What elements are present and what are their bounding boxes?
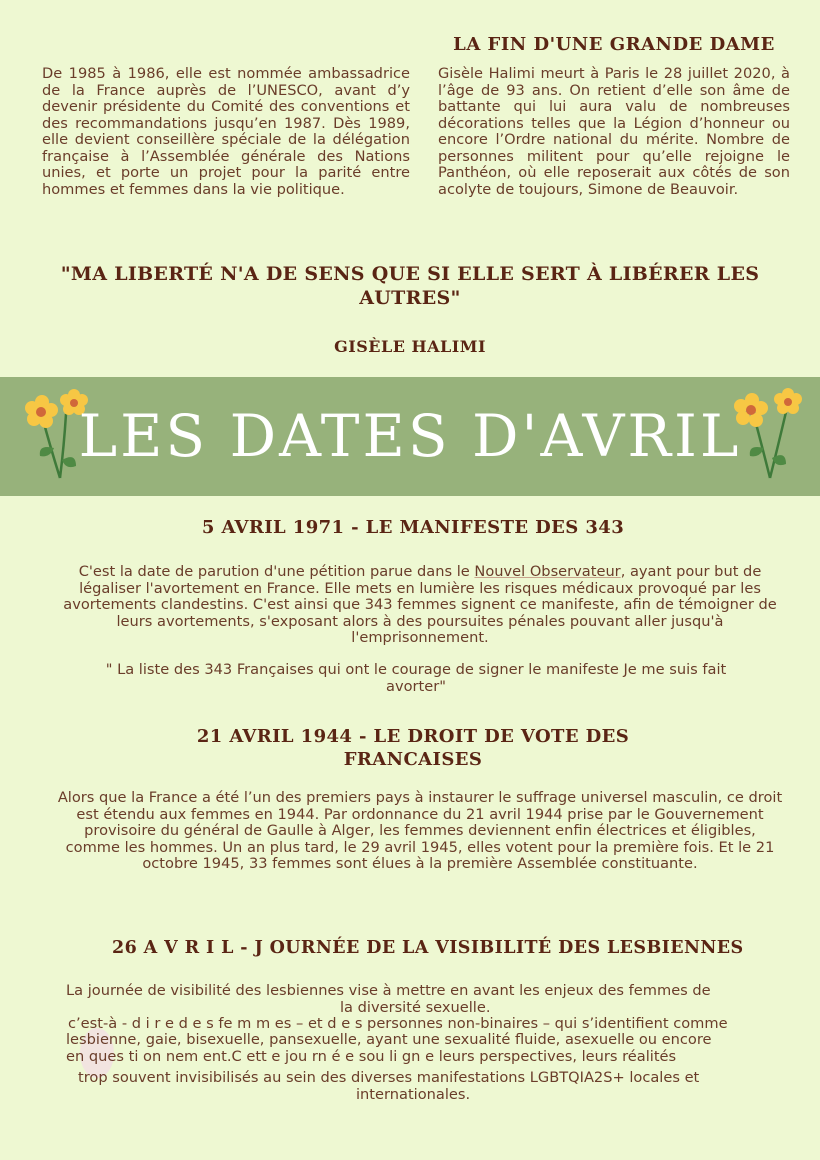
- manifeste-quote: " La liste des 343 Françaises qui ont le courage de signer le manifeste Je me suis fait avorter": [105, 661, 727, 695]
- body-text: C'est la date de parution d'une pétition parue dans le: [78, 563, 475, 580]
- left-column-paragraph: De 1985 à 1986, elle est nommée ambassadrice de la France auprès de l’UNESCO, avant d’y devenir présidente du Comité des conventions et des recommandations jusqu’en 1987. Dès 1989, elle devient conseillère spéciale de la délégation française à l’Assemblée générale des Nations unies, et porte un projet pour la parité entre hommes et femmes dans la vie politique.: [42, 65, 410, 198]
- visibilite-line: La journée de visibilité des lesbiennes vise à mettre en avant les enjeux des femmes de: [66, 982, 711, 999]
- section-body-manifeste: [56, 564, 784, 647]
- nouvel-observateur-link[interactable]: Nouvel Observateur: [474, 563, 621, 580]
- visibilite-line: la diversité sexuelle.: [340, 999, 491, 1016]
- section-title-line: 21 AVRIL 1944 - LE DROIT DE VOTE DES: [196, 726, 630, 747]
- right-column-title: LA FIN D'UNE GRANDE DAME: [453, 34, 775, 55]
- section-title-droit-de-vote: [0, 725, 820, 771]
- body-text: , ayant pour but de légaliser l'avortement en France. Elle mets en lumière les risques médicaux provoqué par les avortements clandestins. C'est ainsi que 343 femmes signent ce manifeste, afin de témoigner de leurs avortements, s'exposant alors à des poursuites pénales pouvant aller jusqu'à l'emprisonnement.: [63, 563, 777, 646]
- right-column-paragraph: Gisèle Halimi meurt à Paris le 28 juillet 2020, à l’âge de 93 ans. On retient d’elle son âme de battante qui lui aura valu de nombreuses décorations telles que la Légion d’honneur ou encore l’Ordre national du mérite. Nombre de personnes militent pour qu’elle rejoigne le Panthéon, où elle reposerait aux côtés de son acolyte de toujours, Simone de Beauvoir.: [438, 65, 790, 198]
- feature-quote: "MA LIBERTÉ N'A DE SENS QUE SI ELLE SERT À LIBÉRER LES AUTRES": [60, 263, 760, 309]
- visibilite-line: internationales.: [356, 1086, 471, 1103]
- visibilite-line: trop souvent invisibilisés au sein des diverses manifestations LGBTQIA2S+ locales et: [78, 1069, 700, 1086]
- visibilite-line: lesbienne, gaie, bisexuelle, pansexuelle, ayant une sexualité fluide, asexuelle ou encore: [66, 1031, 712, 1048]
- visibilite-line: c’est-à - d i r e d e s fe m m es – et d e s personnes non-binaires – qui s’identifient comme: [68, 1015, 728, 1032]
- banner-title: LES DATES D'AVRIL: [78, 402, 742, 470]
- section-body-droit-de-vote: Alors que la France a été l’un des premiers pays à instaurer le suffrage universel masculin, ce droit est étendu aux femmes en 1944. Par ordonnance du 21 avril 1944 prise par le Gouvernement provisoire du général de Gaulle à Alger, les femmes deviennent enfin électrices et éligibles, comme les hommes. Un an plus tard, le 29 avril 1945, elles votent pour la première fois. Et le 21 octobre 1945, 33 femmes sont élues à la première Assemblée constituante.: [57, 789, 783, 872]
- section-title-line: FRANCAISES: [343, 749, 483, 770]
- section-title-manifeste: 5 AVRIL 1971 - LE MANIFESTE DES 343: [201, 517, 625, 538]
- quote-author: GISÈLE HALIMI: [334, 337, 486, 356]
- section-title-visibilite: 26 A V R I L - J OURNÉE DE LA VISIBILITÉ DES LESBIENNES: [112, 938, 744, 958]
- visibilite-line: en ques ti on nem ent.C ett e jou rn é e sou li gn e leurs perspectives, leurs réalités: [66, 1048, 677, 1065]
